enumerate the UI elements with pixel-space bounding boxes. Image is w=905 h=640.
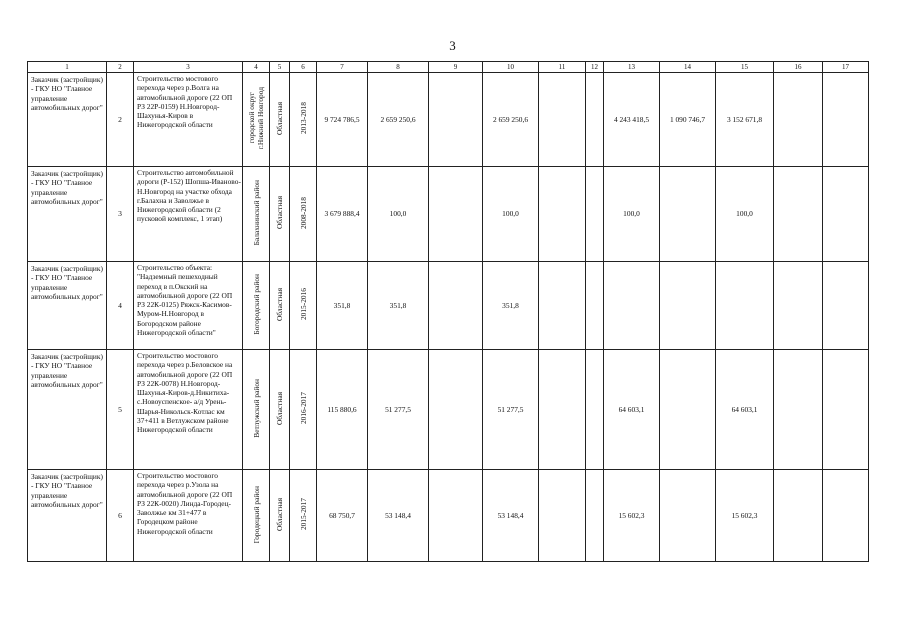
value-cell-7: 3 679 888,4 — [317, 167, 368, 262]
row-number-cell: 3 — [107, 167, 134, 262]
table-row — [28, 73, 869, 167]
value-cell-16 — [774, 167, 823, 262]
value-cell-17 — [823, 167, 869, 262]
value-cell-14 — [660, 470, 716, 562]
column-number-4: 4 — [243, 62, 270, 73]
value-cell-13: 100,0 — [604, 167, 660, 262]
value-cell-10: 53 148,4 — [483, 470, 539, 562]
level-cell — [270, 262, 290, 350]
district-line: г.Нижний Новгород — [256, 87, 265, 150]
value-cell-10: 351,8 — [483, 262, 539, 350]
object-name-cell: Строительство мостового перехода через р.Волга на автомобильной дороге (22 ОП РЗ 22Р-0159) Н.Новгород-Шахунья-Киров в Нижегородской области — [134, 73, 243, 167]
period-text: 2008-2018 — [298, 196, 308, 229]
value-cell-15: 15 602,3 — [716, 470, 774, 562]
value-cell-13: 4 243 418,5 — [604, 73, 660, 167]
table-row — [28, 167, 869, 262]
level-text: Областная — [275, 287, 284, 321]
district-text — [252, 274, 261, 335]
value-cell-14: 1 090 746,7 — [660, 73, 716, 167]
value-cell-16 — [774, 350, 823, 470]
object-name-cell: Строительство объекта: "Надземный пешеходный переход в п.Окский на автомобильной дороге (22 ОП РЗ 22К-0125) Ряжск-Касимов-Муром-Н.Новгород в Богородском районе Нижегородской области" — [134, 262, 243, 350]
value-cell-15: 100,0 — [716, 167, 774, 262]
value-cell-9 — [429, 350, 483, 470]
district-text — [252, 486, 261, 543]
row-number-cell: 6 — [107, 470, 134, 562]
value-cell-8: 51 277,5 — [368, 350, 429, 470]
period-cell — [290, 470, 317, 562]
customer-cell: Заказчик (застройщик) - ГКУ НО "Главное управление автомобильных дорог" — [28, 262, 107, 350]
row-number-cell: 2 — [107, 73, 134, 167]
value-cell-12 — [586, 167, 604, 262]
district-cell — [243, 350, 270, 470]
column-number-1: 1 — [28, 62, 107, 73]
value-cell-12 — [586, 73, 604, 167]
district-line: Ветлужский район — [251, 378, 261, 438]
value-cell-7: 9 724 786,5 — [317, 73, 368, 167]
column-number-9: 9 — [429, 62, 483, 73]
table-row — [28, 262, 869, 350]
value-cell-8: 53 148,4 — [368, 470, 429, 562]
value-cell-16 — [774, 262, 823, 350]
row-number-cell: 4 — [107, 262, 134, 350]
district-cell — [243, 470, 270, 562]
period-cell — [290, 73, 317, 167]
customer-cell: Заказчик (застройщик) - ГКУ НО "Главное управление автомобильных дорог" — [28, 73, 107, 167]
value-cell-15: 64 603,1 — [716, 350, 774, 470]
value-cell-11 — [539, 262, 586, 350]
value-cell-13 — [604, 262, 660, 350]
value-cell-11 — [539, 350, 586, 470]
row-number-cell: 5 — [107, 350, 134, 470]
value-cell-12 — [586, 350, 604, 470]
value-cell-17 — [823, 350, 869, 470]
period-cell — [290, 350, 317, 470]
value-cell-11 — [539, 73, 586, 167]
district-cell — [243, 262, 270, 350]
level-cell — [270, 167, 290, 262]
value-cell-7: 68 750,7 — [317, 470, 368, 562]
value-cell-16 — [774, 470, 823, 562]
district-cell — [243, 167, 270, 262]
value-cell-9 — [429, 73, 483, 167]
value-cell-9 — [429, 262, 483, 350]
value-cell-15: 3 152 671,8 — [716, 73, 774, 167]
period-cell — [290, 262, 317, 350]
column-number-15: 15 — [716, 62, 774, 73]
district-line: Городецкий район — [251, 485, 261, 544]
period-text: 2016-2017 — [298, 392, 308, 425]
customer-cell: Заказчик (застройщик) - ГКУ НО "Главное управление автомобильных дорог" — [28, 167, 107, 262]
value-cell-10: 100,0 — [483, 167, 539, 262]
customer-cell: Заказчик (застройщик) - ГКУ НО "Главное управление автомобильных дорог" — [28, 350, 107, 470]
value-cell-10: 51 277,5 — [483, 350, 539, 470]
column-number-8: 8 — [368, 62, 429, 73]
column-number-2: 2 — [107, 62, 134, 73]
level-cell — [270, 73, 290, 167]
table-row — [28, 350, 869, 470]
column-number-14: 14 — [660, 62, 716, 73]
column-number-12: 12 — [586, 62, 604, 73]
value-cell-14 — [660, 350, 716, 470]
value-cell-12 — [586, 470, 604, 562]
level-text: Областная — [275, 497, 284, 531]
value-cell-14 — [660, 262, 716, 350]
period-text: 2015-2016 — [298, 288, 308, 321]
district-text — [252, 379, 261, 438]
value-cell-13: 64 603,1 — [604, 350, 660, 470]
page-number: 3 — [449, 38, 456, 53]
object-name-cell: Строительство мостового перехода через р.Беловское на автомобильной дороге (22 ОП РЗ 22К-0078) Н.Новгород-Шахунья-Киров-д.Никитиха-с.Новоуспенское- а/д Урень-Шарья-Никольск-Котлас км 37+411 в Ветлужском районе Нижегородской области — [134, 350, 243, 470]
district-text — [252, 180, 261, 245]
value-cell-14 — [660, 167, 716, 262]
value-cell-7: 115 880,6 — [317, 350, 368, 470]
column-number-13: 13 — [604, 62, 660, 73]
district-line: Богородский район — [251, 274, 261, 335]
value-cell-12 — [586, 262, 604, 350]
value-cell-8: 351,8 — [368, 262, 429, 350]
value-cell-15 — [716, 262, 774, 350]
column-number-6: 6 — [290, 62, 317, 73]
table-row — [28, 470, 869, 562]
value-cell-16 — [774, 73, 823, 167]
value-cell-17 — [823, 262, 869, 350]
object-name-cell: Строительство мостового перехода через р.Узола на автомобильной дороге (22 ОП РЗ 22К-0020) Линда-Городец-Заволжье км 31+477 в Городецком районе Нижегородской области — [134, 470, 243, 562]
value-cell-8: 2 659 250,6 — [368, 73, 429, 167]
value-cell-10: 2 659 250,6 — [483, 73, 539, 167]
value-cell-13: 15 602,3 — [604, 470, 660, 562]
district-line: городской округ — [247, 92, 256, 144]
level-text: Областная — [275, 196, 284, 230]
object-name-cell: Строительство автомобильной дороги (Р-152) Шопша-Иваново-Н.Новгород на участке обхода г.Балахна и Заволжье в Нижегородской области (2 пусковой комплекс, 1 этап) — [134, 167, 243, 262]
district-cell — [243, 73, 270, 167]
investment-table — [27, 61, 869, 562]
value-cell-17 — [823, 73, 869, 167]
column-number-3: 3 — [134, 62, 243, 73]
column-number-11: 11 — [539, 62, 586, 73]
column-number-5: 5 — [270, 62, 290, 73]
column-number-16: 16 — [774, 62, 823, 73]
column-number-row — [28, 62, 869, 73]
period-text: 2015-2017 — [298, 498, 308, 531]
level-cell — [270, 350, 290, 470]
customer-cell: Заказчик (застройщик) - ГКУ НО "Главное управление автомобильных дорог" — [28, 470, 107, 562]
level-text: Областная — [275, 391, 284, 425]
value-cell-9 — [429, 167, 483, 262]
value-cell-11 — [539, 167, 586, 262]
period-text: 2013-2018 — [298, 102, 308, 135]
value-cell-11 — [539, 470, 586, 562]
column-number-17: 17 — [823, 62, 869, 73]
value-cell-17 — [823, 470, 869, 562]
value-cell-8: 100,0 — [368, 167, 429, 262]
value-cell-9 — [429, 470, 483, 562]
level-cell — [270, 470, 290, 562]
value-cell-7: 351,8 — [317, 262, 368, 350]
district-line: Балахнинский район — [251, 180, 261, 246]
level-text: Областная — [275, 101, 284, 135]
district-text — [247, 87, 265, 149]
period-cell — [290, 167, 317, 262]
column-number-7: 7 — [317, 62, 368, 73]
column-number-10: 10 — [483, 62, 539, 73]
